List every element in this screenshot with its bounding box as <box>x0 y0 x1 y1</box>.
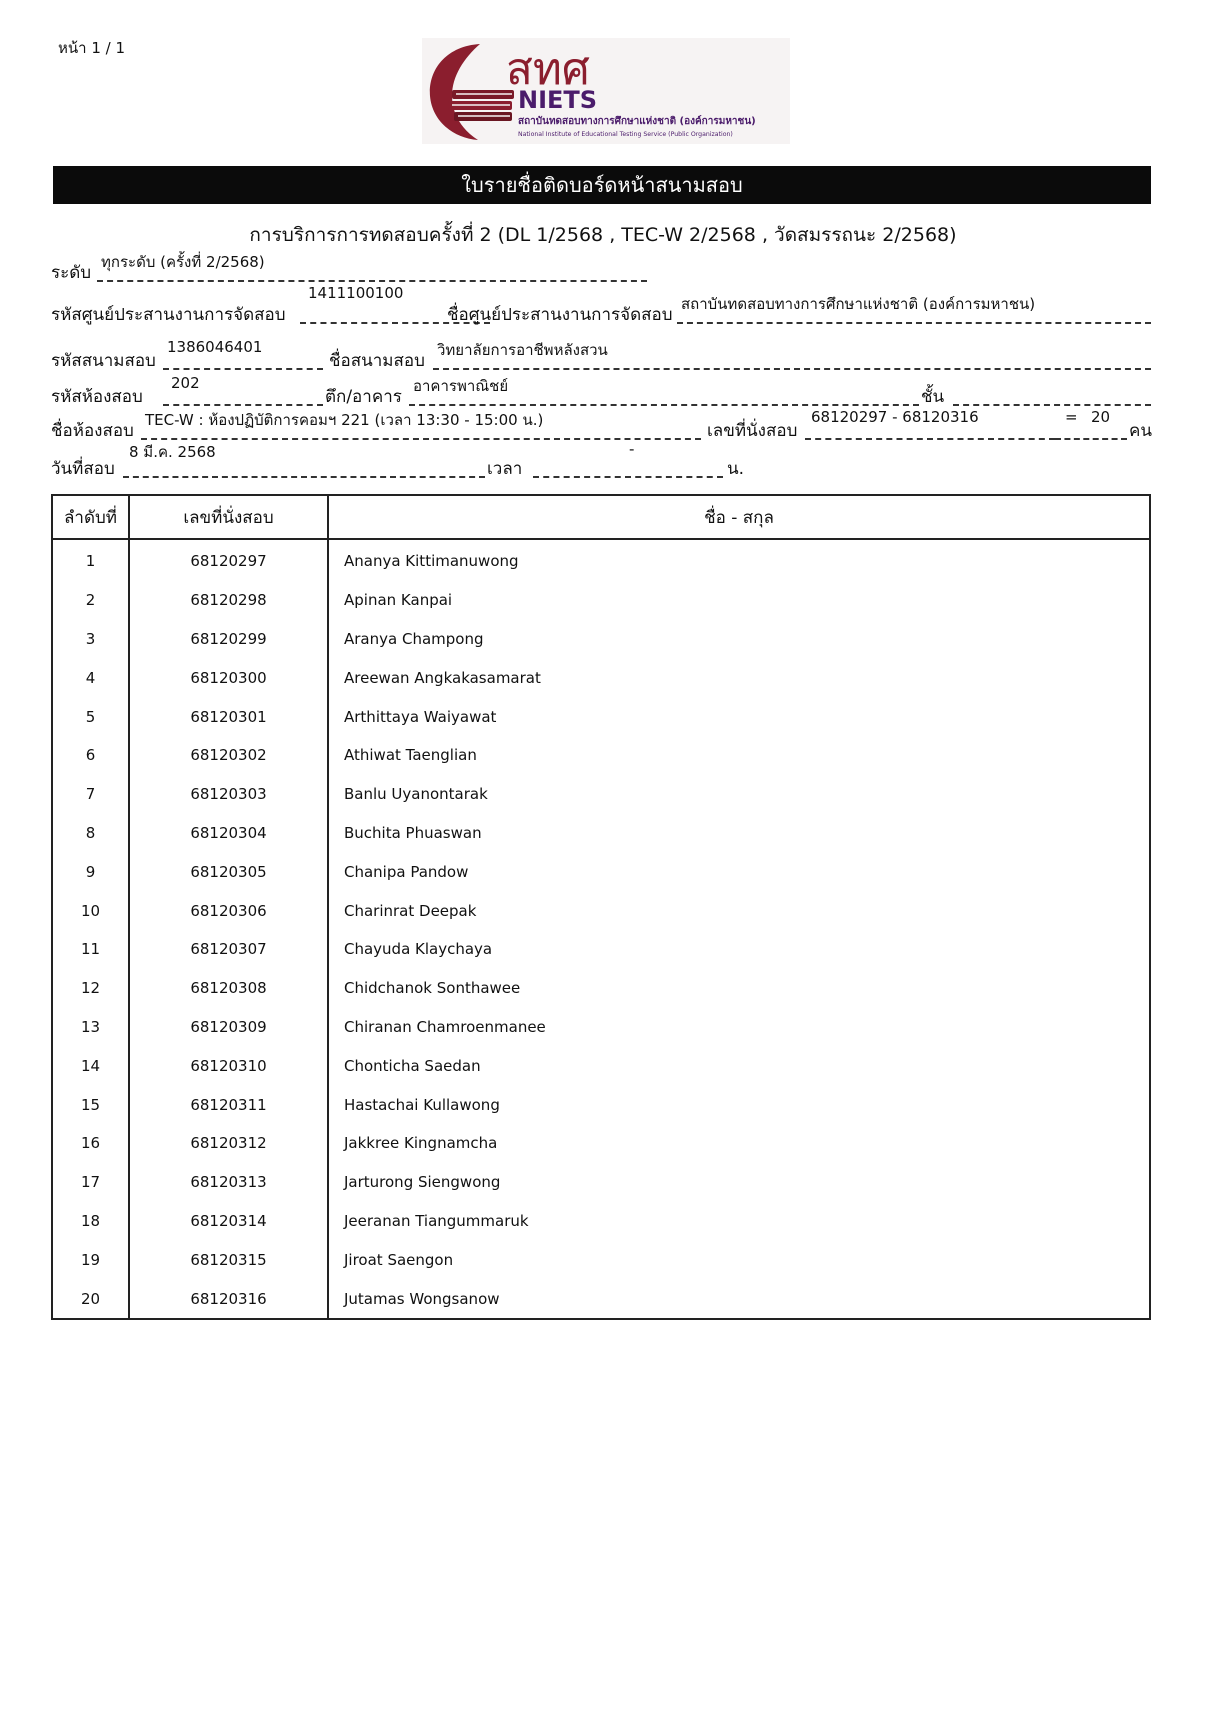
row-seat-number: 68120305 <box>129 852 328 891</box>
row-full-name: Arthittaya Waiyawat <box>344 707 497 726</box>
exam-subtitle: การบริการการทดสอบครั้งที่ 2 (DL 1/2568 , TEC-W 2/2568 , วัดสมรรถนะ 2/2568) <box>249 224 957 246</box>
row-full-name: Hastachai Kullawong <box>344 1095 500 1114</box>
row-full-name: Jutamas Wongsanow <box>344 1289 500 1308</box>
row-seat-number: 68120315 <box>129 1240 328 1279</box>
date-field <box>123 443 485 478</box>
logo-acronym: NIETS <box>518 86 598 114</box>
table-row <box>52 1279 1150 1319</box>
logo-english-name: National Institute of Educational Testing Service (Public Organization) <box>518 131 733 138</box>
date-value: 8 มี.ค. 2568 <box>129 443 216 461</box>
row-seat-number: 68120303 <box>129 775 328 814</box>
row-order: 2 <box>52 581 129 620</box>
row-seat-number: 68120307 <box>129 930 328 969</box>
row-order: 10 <box>52 891 129 930</box>
site-name-label: ชื่อสนามสอบ <box>329 351 425 371</box>
table-row <box>52 658 1150 697</box>
table-row <box>52 620 1150 659</box>
seat-count-field <box>1055 408 1127 440</box>
building-label: ตึก/อาคาร <box>325 387 402 407</box>
table-row <box>52 1202 1150 1241</box>
row-seat-number: 68120301 <box>129 697 328 736</box>
row-full-name: Chiranan Chamroenmanee <box>344 1017 546 1036</box>
row-seat-number: 68120298 <box>129 581 328 620</box>
row-full-name: Chidchanok Sonthawee <box>344 979 521 998</box>
table-row <box>52 1008 1150 1047</box>
row-order: 5 <box>52 697 129 736</box>
row-full-name: Aranya Champong <box>344 629 484 648</box>
site-row <box>51 338 1151 374</box>
row-seat-number: 68120312 <box>129 1124 328 1163</box>
row-full-name: Jakkree Kingnamcha <box>344 1134 498 1153</box>
level-field <box>97 254 647 282</box>
level-row <box>51 253 1151 286</box>
row-full-name: Charinrat Deepak <box>344 901 477 920</box>
center-name-field <box>677 296 1151 324</box>
row-full-name: Banlu Uyanontarak <box>344 785 488 804</box>
time-value: - <box>629 440 635 458</box>
room-name-field <box>141 412 701 440</box>
table-row <box>52 852 1150 891</box>
seat-count-value: 20 <box>1091 408 1111 426</box>
room-name-label: ชื่อห้องสอบ <box>51 421 134 441</box>
niets-logo <box>422 38 790 144</box>
floor-label: ชั้น <box>921 387 945 407</box>
logo-thai-name: สถาบันทดสอบทางการศึกษาแห่งชาติ (องค์การมหาชน) <box>518 116 756 127</box>
table-row <box>52 930 1150 969</box>
row-order: 3 <box>52 620 129 659</box>
building-value: อาคารพาณิชย์ <box>413 377 509 395</box>
page-number: หน้า 1 / 1 <box>58 39 126 57</box>
row-full-name: Jarturong Siengwong <box>344 1173 501 1192</box>
row-order: 9 <box>52 852 129 891</box>
row-seat-number: 68120314 <box>129 1202 328 1241</box>
row-order: 6 <box>52 736 129 775</box>
floor-field <box>953 378 1151 406</box>
table-row <box>52 1046 1150 1085</box>
row-order: 11 <box>52 930 129 969</box>
date-label: วันที่สอบ <box>51 459 115 479</box>
room-name-row <box>51 408 1152 444</box>
row-full-name: Jiroat Saengon <box>344 1250 454 1269</box>
row-full-name: Athiwat Taenglian <box>344 746 477 765</box>
site-name-field <box>433 342 1151 370</box>
table-row <box>52 736 1150 775</box>
room-code-value: 202 <box>171 374 200 392</box>
center-code-label: รหัสศูนย์ประสานงานการจัดสอบ <box>51 305 286 325</box>
row-full-name: Chanipa Pandow <box>344 862 469 881</box>
row-full-name: Chayuda Klaychaya <box>344 940 493 959</box>
row-seat-number: 68120313 <box>129 1163 328 1202</box>
time-label: เวลา <box>487 459 523 479</box>
site-code-value: 1386046401 <box>167 338 263 356</box>
row-full-name: Buchita Phuaswan <box>344 823 482 842</box>
row-order: 15 <box>52 1085 129 1124</box>
row-seat-number: 68120306 <box>129 891 328 930</box>
table-row <box>52 1240 1150 1279</box>
table-row <box>52 697 1150 736</box>
row-order: 8 <box>52 814 129 853</box>
seat-label: เลขที่นั่งสอบ <box>707 421 798 441</box>
logo-thai-mark: สทศ <box>506 44 590 95</box>
row-seat-number: 68120310 <box>129 1046 328 1085</box>
center-name-value: สถาบันทดสอบทางการศึกษาแห่งชาติ (องค์การมหาชน) <box>681 295 1036 313</box>
header-full-name: ชื่อ - สกุล <box>328 495 1150 539</box>
row-seat-number: 68120302 <box>129 736 328 775</box>
row-seat-number: 68120309 <box>129 1008 328 1047</box>
seat-range-field <box>805 408 1055 440</box>
row-order: 18 <box>52 1202 129 1241</box>
equals-sign: = <box>1065 408 1078 426</box>
room-name-value: TEC-W : ห้องปฏิบัติการคอมฯ 221 (เวลา 13:30 - 15:00 น.) <box>145 411 544 429</box>
time-field <box>533 440 723 478</box>
row-order: 20 <box>52 1279 129 1319</box>
row-order: 12 <box>52 969 129 1008</box>
room-row <box>51 374 1151 410</box>
header-order: ลำดับที่ <box>52 495 129 539</box>
table-row <box>52 775 1150 814</box>
row-order: 14 <box>52 1046 129 1085</box>
row-order: 1 <box>52 539 129 581</box>
table-row <box>52 814 1150 853</box>
row-order: 16 <box>52 1124 129 1163</box>
row-full-name: Chonticha Saedan <box>344 1056 481 1075</box>
table-row <box>52 1124 1150 1163</box>
row-full-name: Areewan Angkakasamarat <box>344 668 541 687</box>
table-row <box>52 969 1150 1008</box>
row-seat-number: 68120297 <box>129 539 328 581</box>
row-order: 13 <box>52 1008 129 1047</box>
row-seat-number: 68120311 <box>129 1085 328 1124</box>
center-code-value: 1411100100 <box>308 284 404 302</box>
room-code-label: รหัสห้องสอบ <box>51 387 143 407</box>
row-seat-number: 68120308 <box>129 969 328 1008</box>
level-value: ทุกระดับ (ครั้งที่ 2/2568) <box>101 253 265 271</box>
site-code-label: รหัสสนามสอบ <box>51 351 156 371</box>
room-code-field <box>163 374 323 406</box>
row-order: 7 <box>52 775 129 814</box>
site-name-value: วิทยาลัยการอาชีพหลังสวน <box>437 341 608 359</box>
building-field <box>409 378 919 406</box>
row-full-name: Jeeranan Tiangummaruk <box>344 1211 529 1230</box>
site-code-field <box>163 338 323 370</box>
row-full-name: Ananya Kittimanuwong <box>344 552 519 571</box>
table-row <box>52 581 1150 620</box>
center-row <box>51 284 1151 328</box>
niets-logo-graphic <box>422 38 790 144</box>
banner-title: ใบรายชื่อติดบอร์ดหน้าสนามสอบ <box>53 166 1151 204</box>
seat-range-value: 68120297 - 68120316 <box>811 408 979 426</box>
row-seat-number: 68120304 <box>129 814 328 853</box>
row-seat-number: 68120300 <box>129 658 328 697</box>
header-seat-number: เลขที่นั่งสอบ <box>129 495 328 539</box>
date-row <box>51 440 1151 482</box>
table-row <box>52 539 1150 581</box>
center-name-label: ชื่อศูนย์ประสานงานการจัดสอบ <box>447 305 673 325</box>
table-row <box>52 891 1150 930</box>
row-seat-number: 68120316 <box>129 1279 328 1319</box>
table-header-row <box>52 495 1150 539</box>
table-row <box>52 1085 1150 1124</box>
row-seat-number: 68120299 <box>129 620 328 659</box>
time-unit-label: น. <box>727 459 745 479</box>
table-row <box>52 1163 1150 1202</box>
row-order: 4 <box>52 658 129 697</box>
candidate-table <box>51 494 1151 1320</box>
count-unit-label: คน <box>1129 421 1152 441</box>
row-order: 17 <box>52 1163 129 1202</box>
level-label: ระดับ <box>51 263 92 283</box>
row-order: 19 <box>52 1240 129 1279</box>
row-full-name: Apinan Kanpai <box>344 591 453 610</box>
